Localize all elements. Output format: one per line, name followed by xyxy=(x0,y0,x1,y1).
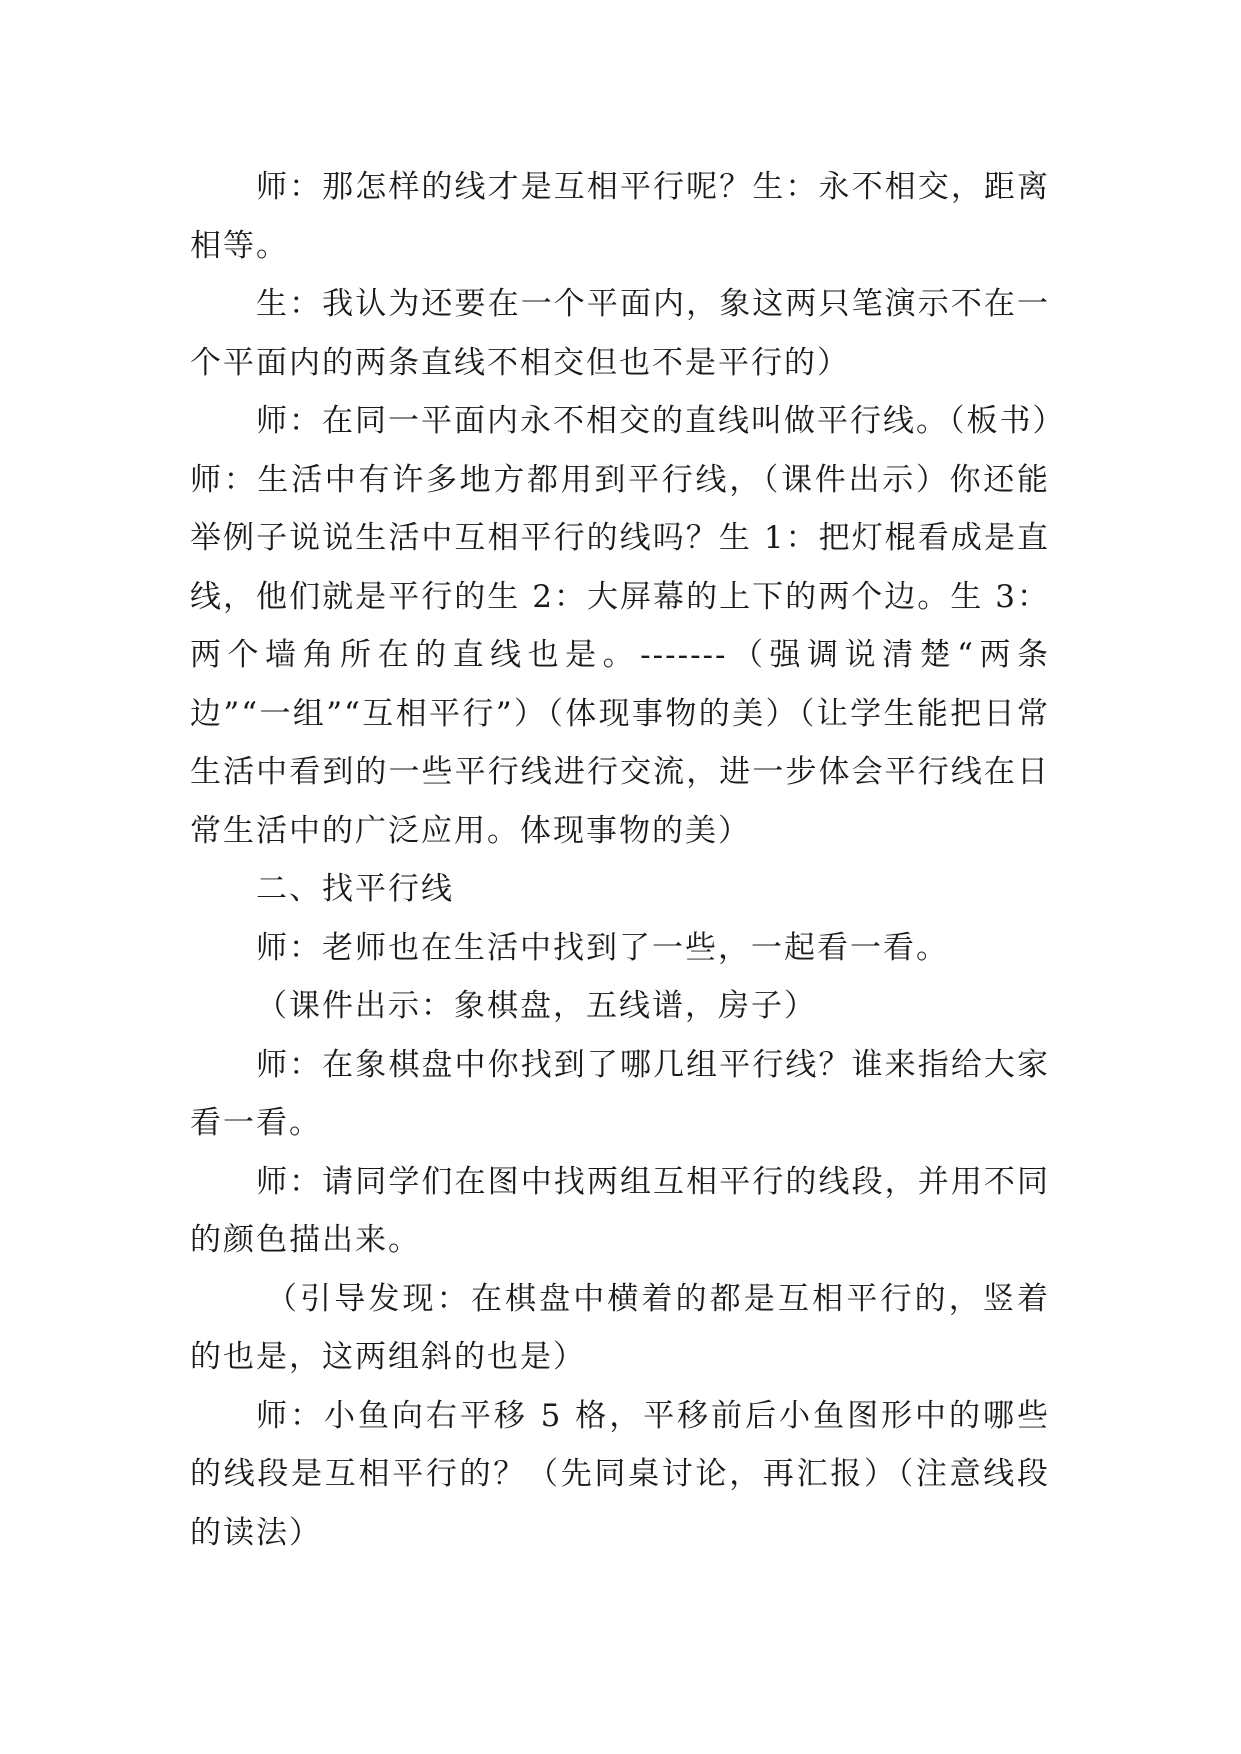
paragraph: （引导发现：在棋盘中横着的都是互相平行的，竖着的也是，这两组斜的也是） xyxy=(190,1280,1050,1375)
paragraph: （课件出示：象棋盘，五线谱，房子） xyxy=(256,988,817,1024)
section-heading: 二、找平行线 xyxy=(256,871,454,907)
paragraph: 师：在象棋盘中你找到了哪几组平行线？谁来指给大家看一看。 xyxy=(190,1046,1050,1141)
paragraph: 生：我认为还要在一个平面内，象这两只笔演示不在一个平面内的两条直线不相交但也不是平行的） xyxy=(190,286,1050,381)
paragraph: 师：小鱼向右平移 5 格，平移前后小鱼图形中的哪些的线段是互相平行的？（先同桌讨论，再汇报）（注意线段的读法） xyxy=(190,1397,1050,1551)
paragraph: 师：生活中有许多地方都用到平行线，（课件出示）你还能举例子说说生活中互相平行的线吗？生 1：把灯棍看成是直线，他们就是平行的生 2：大屏幕的上下的两个边。生 3：两个墙角所在的直线也是。-------（强调说清楚“两条边”“一组”“互相平行”）（体现事物的美）（让学生能把日常生活中看到的一些平行线进行交流，进一步体会平行线在日常生活中的广泛应用。体现事物的美） xyxy=(190,461,1050,849)
paragraph: 师：那怎样的线才是互相平行呢？生：永不相交，距离相等。 xyxy=(190,169,1050,264)
paragraph: 师：请同学们在图中找两组互相平行的线段，并用不同的颜色描出来。 xyxy=(190,1163,1050,1258)
paragraph: 师：老师也在生活中找到了一些，一起看一看。 xyxy=(256,929,949,966)
document-body xyxy=(190,158,1066,1562)
paragraph: 师：在同一平面内永不相交的直线叫做平行线。（板书） xyxy=(256,403,1066,439)
